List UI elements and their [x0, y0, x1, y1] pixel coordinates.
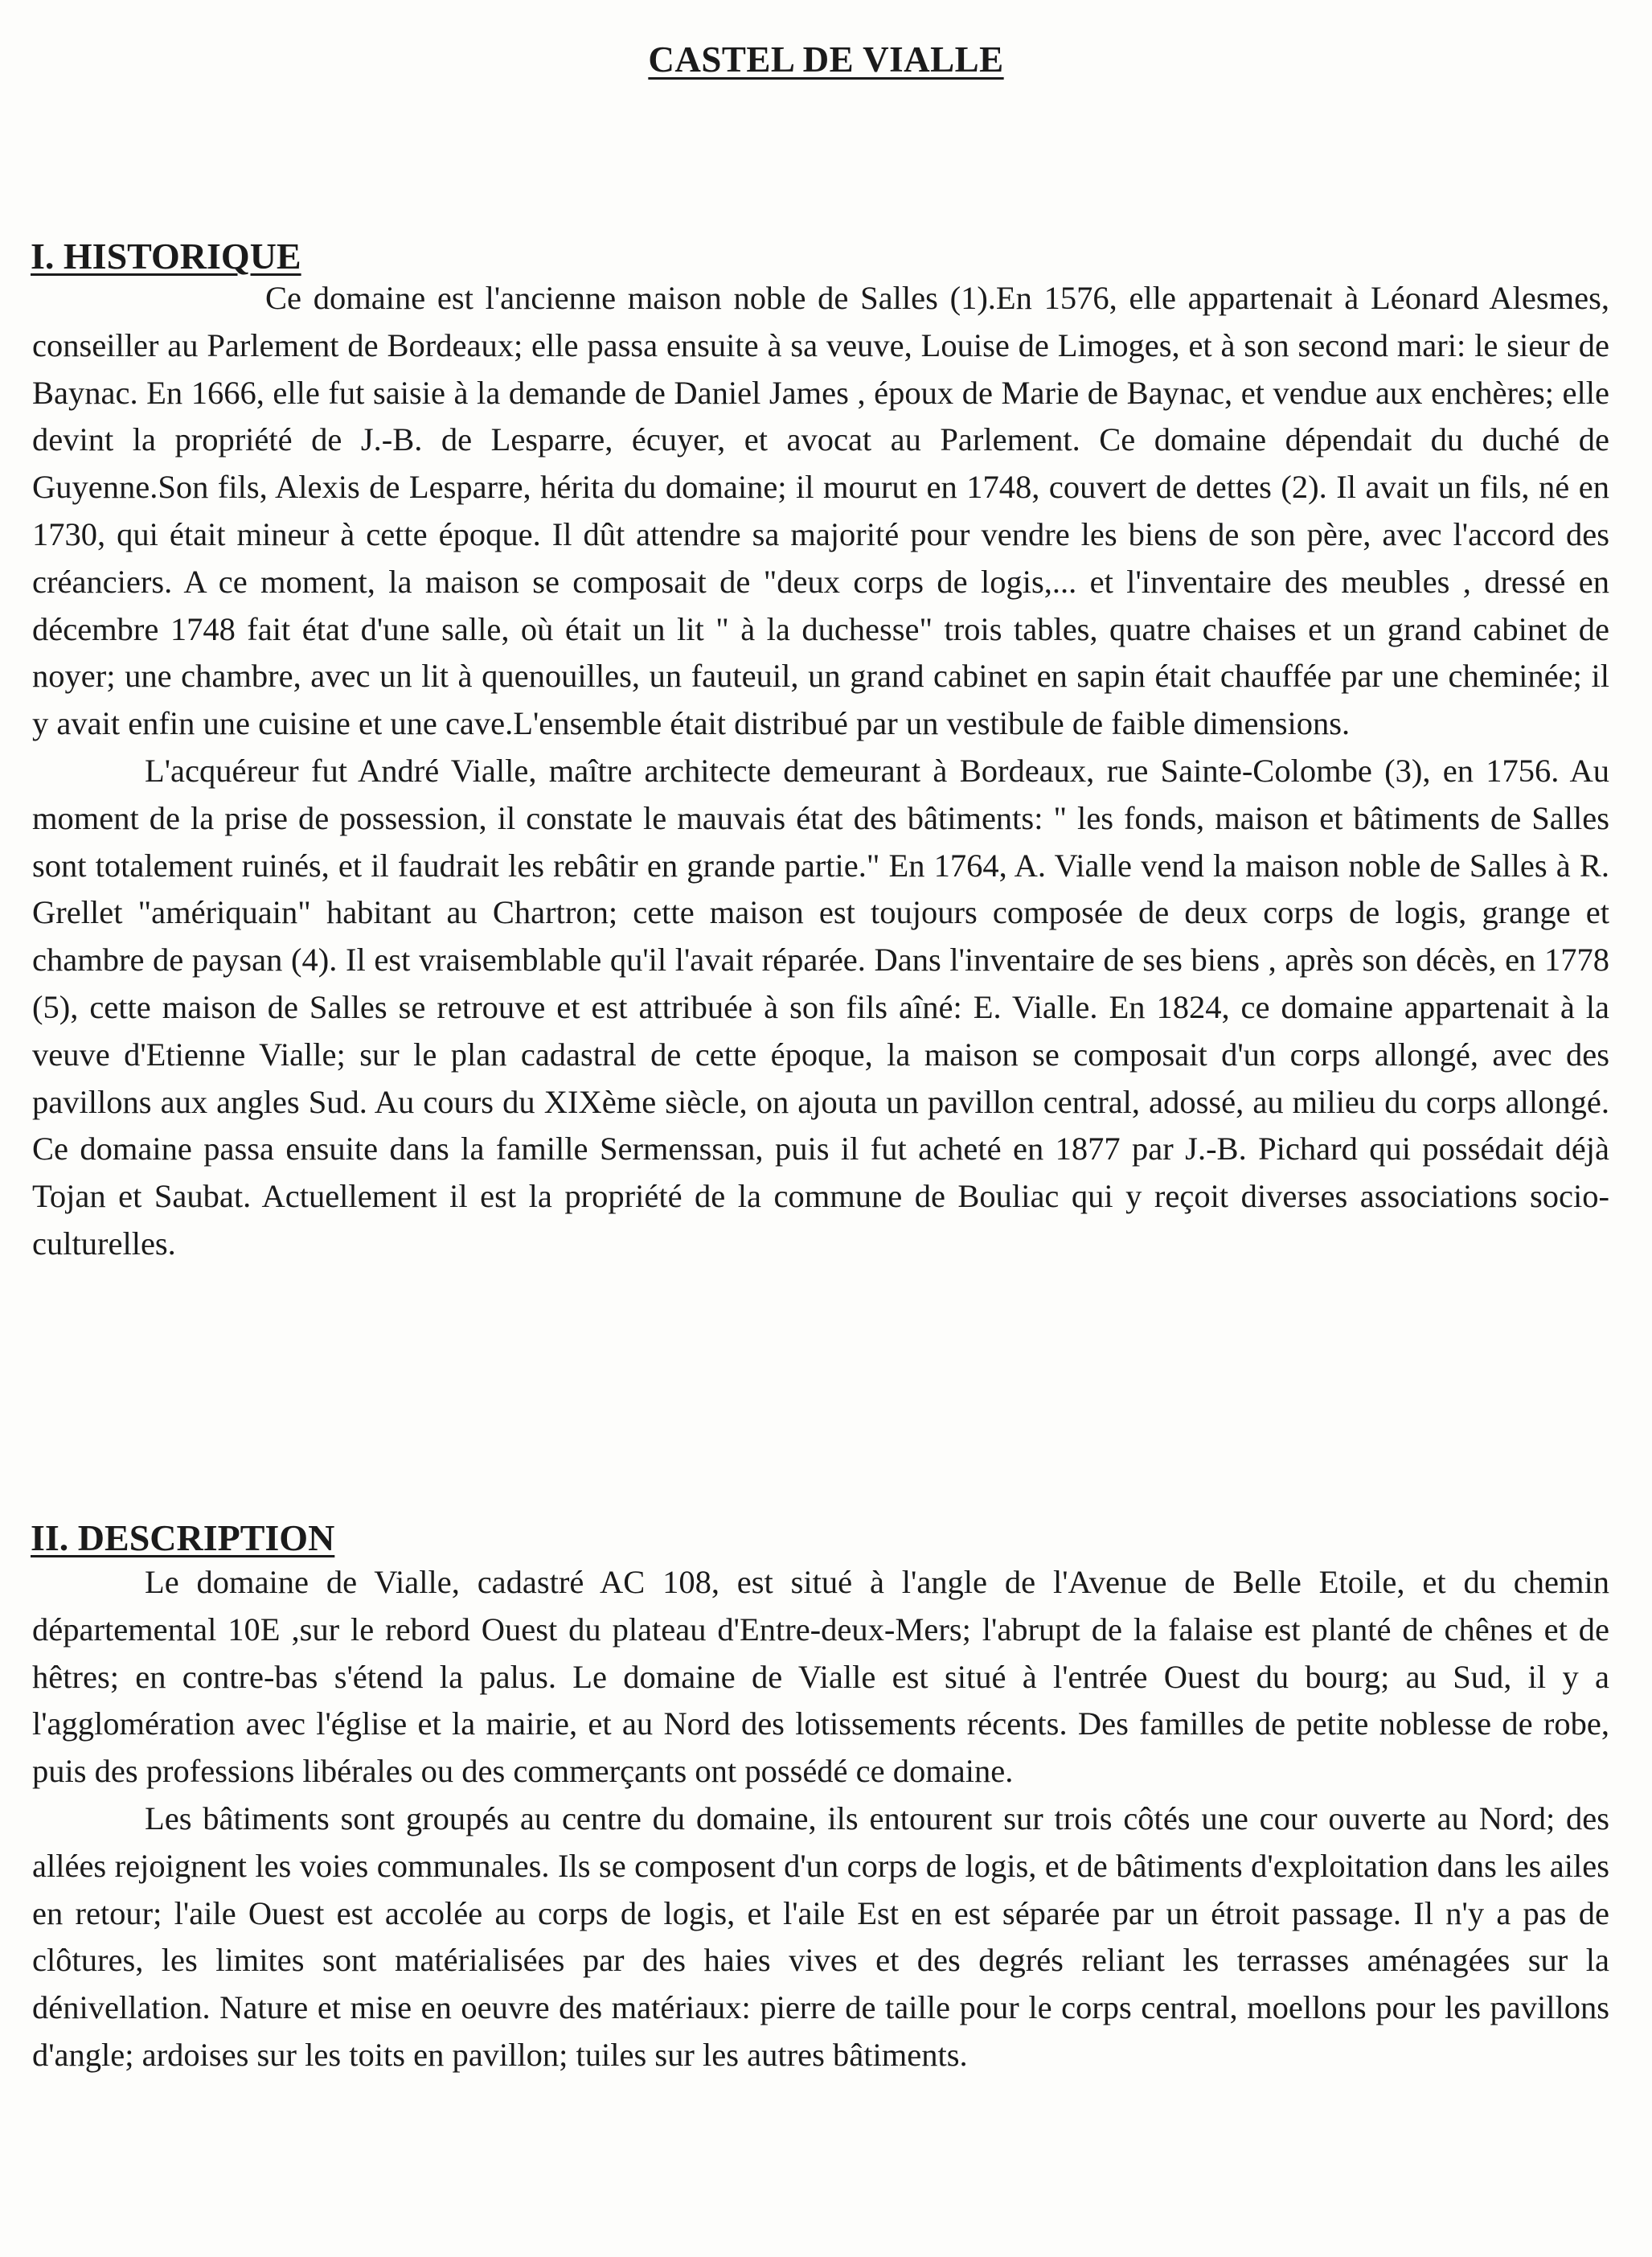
section-historique	[32, 275, 1609, 1268]
section-description	[32, 1559, 1609, 2079]
section-heading-description: II. DESCRIPTION	[31, 1517, 335, 1558]
paragraph: Le domaine de Vialle, cadastré AC 108, est situé à l'angle de l'Avenue de Belle Etoile, et du chemin départemental 10E ,sur le rebord Ouest du plateau d'Entre-deux-Mers; l'abrupt de la falaise est planté de chênes et de hêtres; en contre-bas s'étend la palus. Le domaine de Vialle est situé à l'entrée Ouest du bourg; au Sud, il y a l'agglomération avec l'église et la mairie, et au Nord des lotissements récents. Des familles de petite noblesse de robe, puis des professions libérales ou des commerçants ont possédé ce domaine.	[32, 1564, 1609, 1790]
document-title: CASTEL DE VIALLE	[648, 39, 1004, 80]
paragraph: Ce domaine est l'ancienne maison noble de Salles (1).En 1576, elle appartenait à Léonard Alesmes, conseiller au Parlement de Bordeaux; elle passa ensuite à sa veuve, Louise de Limoges, et à son second mari: le sieur de Baynac. En 1666, elle fut saisie à la demande de Daniel James , époux de Marie de Baynac, et vendue aux enchères; elle devint la propriété de J.-B. de Lesparre, écuyer, et avocat au Parlement. Ce domaine dépendait du duché de Guyenne.Son fils, Alexis de Lesparre, hérita du domaine; il mourut en 1748, couvert de dettes (2). Il avait un fils, né en 1730, qui était mineur à cette époque. Il dût attendre sa majorité pour vendre les biens de son père, avec l'accord des créanciers. A ce moment, la maison se composait de "deux corps de logis,... et l'inventaire des meubles , dressé en décembre 1748 fait état d'une salle, où était un lit " à la duchesse" trois tables, quatre chaises et un grand cabinet de noyer; une chambre, avec un lit à quenouilles, un fauteuil, un grand cabinet en sapin était chauffée par une cheminée; il y avait enfin une cuisine et une cave.L'ensemble était distribué par un vestibule de faible dimensions.	[32, 280, 1609, 742]
paragraph: Les bâtiments sont groupés au centre du domaine, ils entourent sur trois côtés une cour ouverte au Nord; des allées rejoignent les voies communales. Ils se composent d'un corps de logis, et de bâtiments d'exploitation dans les ailes en retour; l'aile Ouest est accolée au corps de logis, et l'aile Est en est séparée par un étroit passage. Il n'y a pas de clôtures, les limites sont matérialisées par des haies vives et des degrés reliant les terrasses aménagées sur la dénivellation. Nature et mise en oeuvre des matériaux: pierre de taille pour le corps central, moellons pour les pavillons d'angle; ardoises sur les toits en pavillon; tuiles sur les autres bâtiments.	[32, 1799, 1609, 2073]
section-heading-historique: I. HISTORIQUE	[31, 236, 301, 277]
paragraph: L'acquéreur fut André Vialle, maître architecte demeurant à Bordeaux, rue Sainte-Colombe (3), en 1756. Au moment de la prise de possession, il constate le mauvais état des bâtiments: " les fonds, maison et bâtiments de Salles sont totalement ruinés, et il faudrait les rebâtir en grande partie." En 1764, A. Vialle vend la maison noble de Salles à R. Grellet "amériquain" habitant au Chartron; cette maison est toujours composée de deux corps de logis, grange et chambre de paysan (4). Il est vraisemblable qu'il l'avait réparée. Dans l'inventaire de ses biens , après son décès, en 1778 (5), cette maison de Salles se retrouve et est attribuée à son fils aîné: E. Vialle. En 1824, ce domaine appartenait à la veuve d'Etienne Vialle; sur le plan cadastral de cette époque, la maison se composait d'un corps allongé, avec des pavillons aux angles Sud. Au cours du XIXème siècle, on ajouta un pavillon central, adossé, au milieu du corps allongé. Ce domaine passa ensuite dans la famille Sermenssan, puis il fut acheté en 1877 par J.-B. Pichard qui possédait déjà Tojan et Saubat. Actuellement il est la propriété de la commune de Bouliac qui y reçoit diverses associations socio-culturelles.	[32, 752, 1609, 1262]
